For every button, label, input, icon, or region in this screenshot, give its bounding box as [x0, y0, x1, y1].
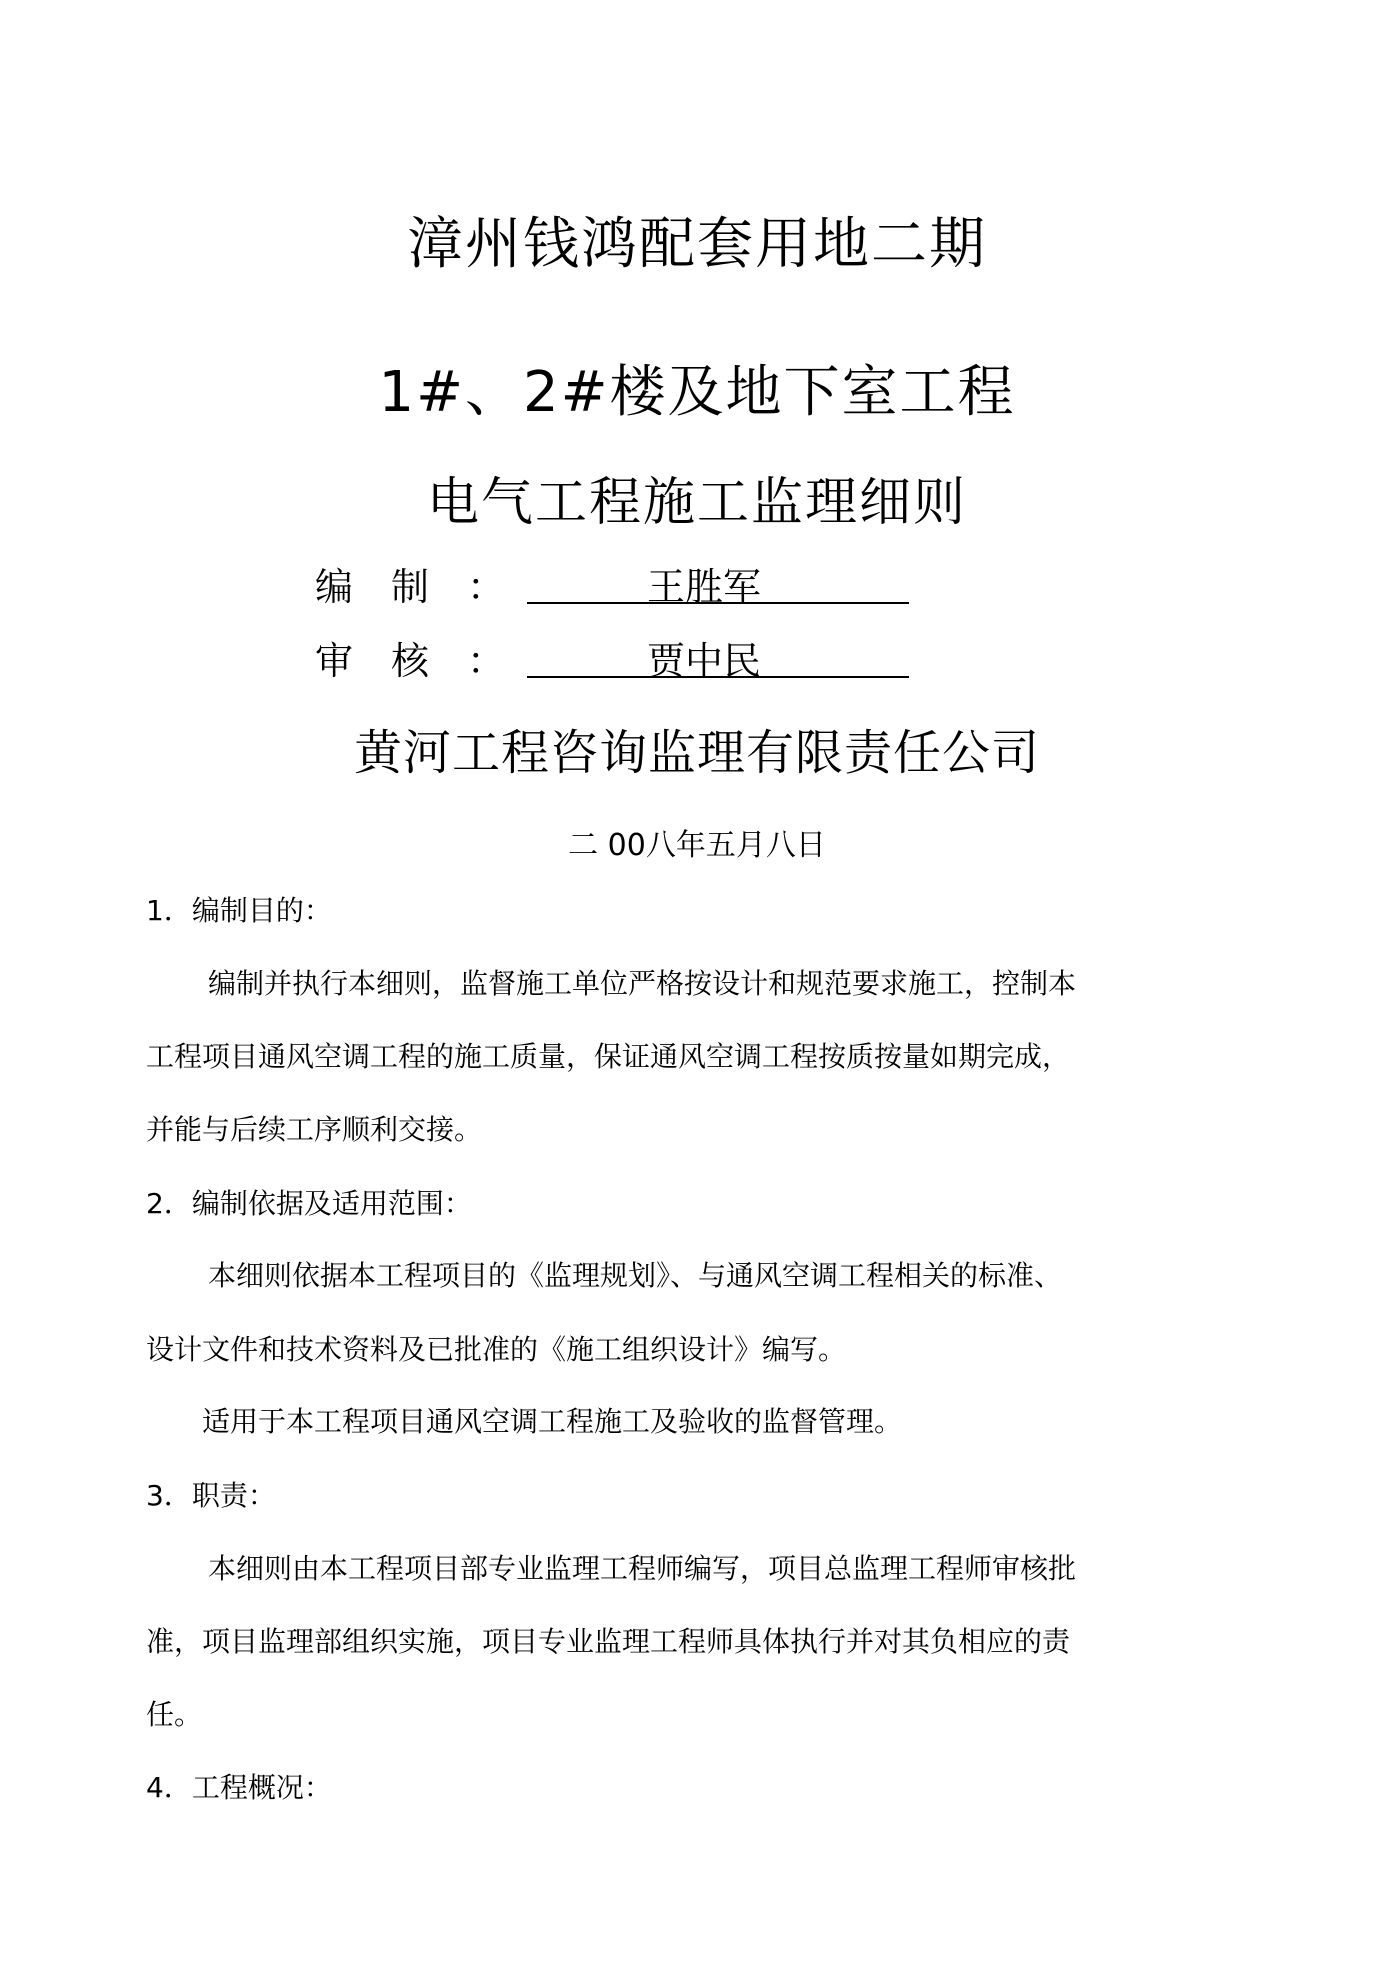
section-heading: 4．工程概况：	[146, 1771, 332, 1804]
signature-label	[315, 630, 505, 685]
label-char: 核	[390, 639, 429, 683]
paragraph-line: 编制并执行本细则，监督施工单位严格按设计和规范要求施工，控制本	[208, 967, 1077, 1000]
label-char: 审	[315, 639, 354, 683]
label-colon: ：	[466, 639, 505, 683]
signature-line	[527, 556, 909, 609]
title-line-2: 1#、2#楼及地下室工程	[378, 360, 1016, 425]
label-colon: ：	[466, 565, 505, 609]
paragraph-line: 并能与后续工序顺利交接。	[146, 1113, 483, 1146]
section-heading: 2．编制依据及适用范围：	[146, 1187, 472, 1220]
section-heading: 3．职责：	[146, 1479, 276, 1512]
paragraph-line: 任。	[146, 1698, 203, 1731]
label-char: 制	[390, 565, 429, 609]
section-heading: 1．编制目的：	[146, 894, 332, 927]
title-line-1: 漳州钱鸿配套用地二期	[407, 212, 987, 277]
paragraph-line: 准，项目监理部组织实施，项目专业监理工程师具体执行并对其负相应的责	[146, 1625, 1071, 1658]
label-char: 编	[315, 565, 354, 609]
company-name: 黄河工程咨询监理有限责任公司	[353, 725, 1040, 781]
paragraph-line: 本细则由本工程项目部专业监理工程师编写，项目总监理工程师审核批	[208, 1552, 1077, 1585]
signature-line	[527, 630, 909, 683]
paragraph-line: 工程项目通风空调工程的施工质量，保证通风空调工程按质按量如期完成，	[146, 1040, 1071, 1073]
paragraph-line: 适用于本工程项目通风空调工程施工及验收的监督管理。	[202, 1405, 903, 1438]
title-line-3: 电气工程施工监理细则	[426, 473, 967, 533]
compiler-name: 王胜军	[647, 565, 762, 609]
document-date: 二 00八年五月八日	[568, 828, 826, 863]
paragraph-line: 设计文件和技术资料及已批准的《施工组织设计》编写。	[146, 1333, 847, 1366]
signature-label	[315, 556, 505, 611]
reviewer-name: 贾中民	[647, 639, 762, 683]
paragraph-line: 本细则依据本工程项目的《监理规划》、与通风空调工程相关的标准、	[208, 1259, 1063, 1292]
